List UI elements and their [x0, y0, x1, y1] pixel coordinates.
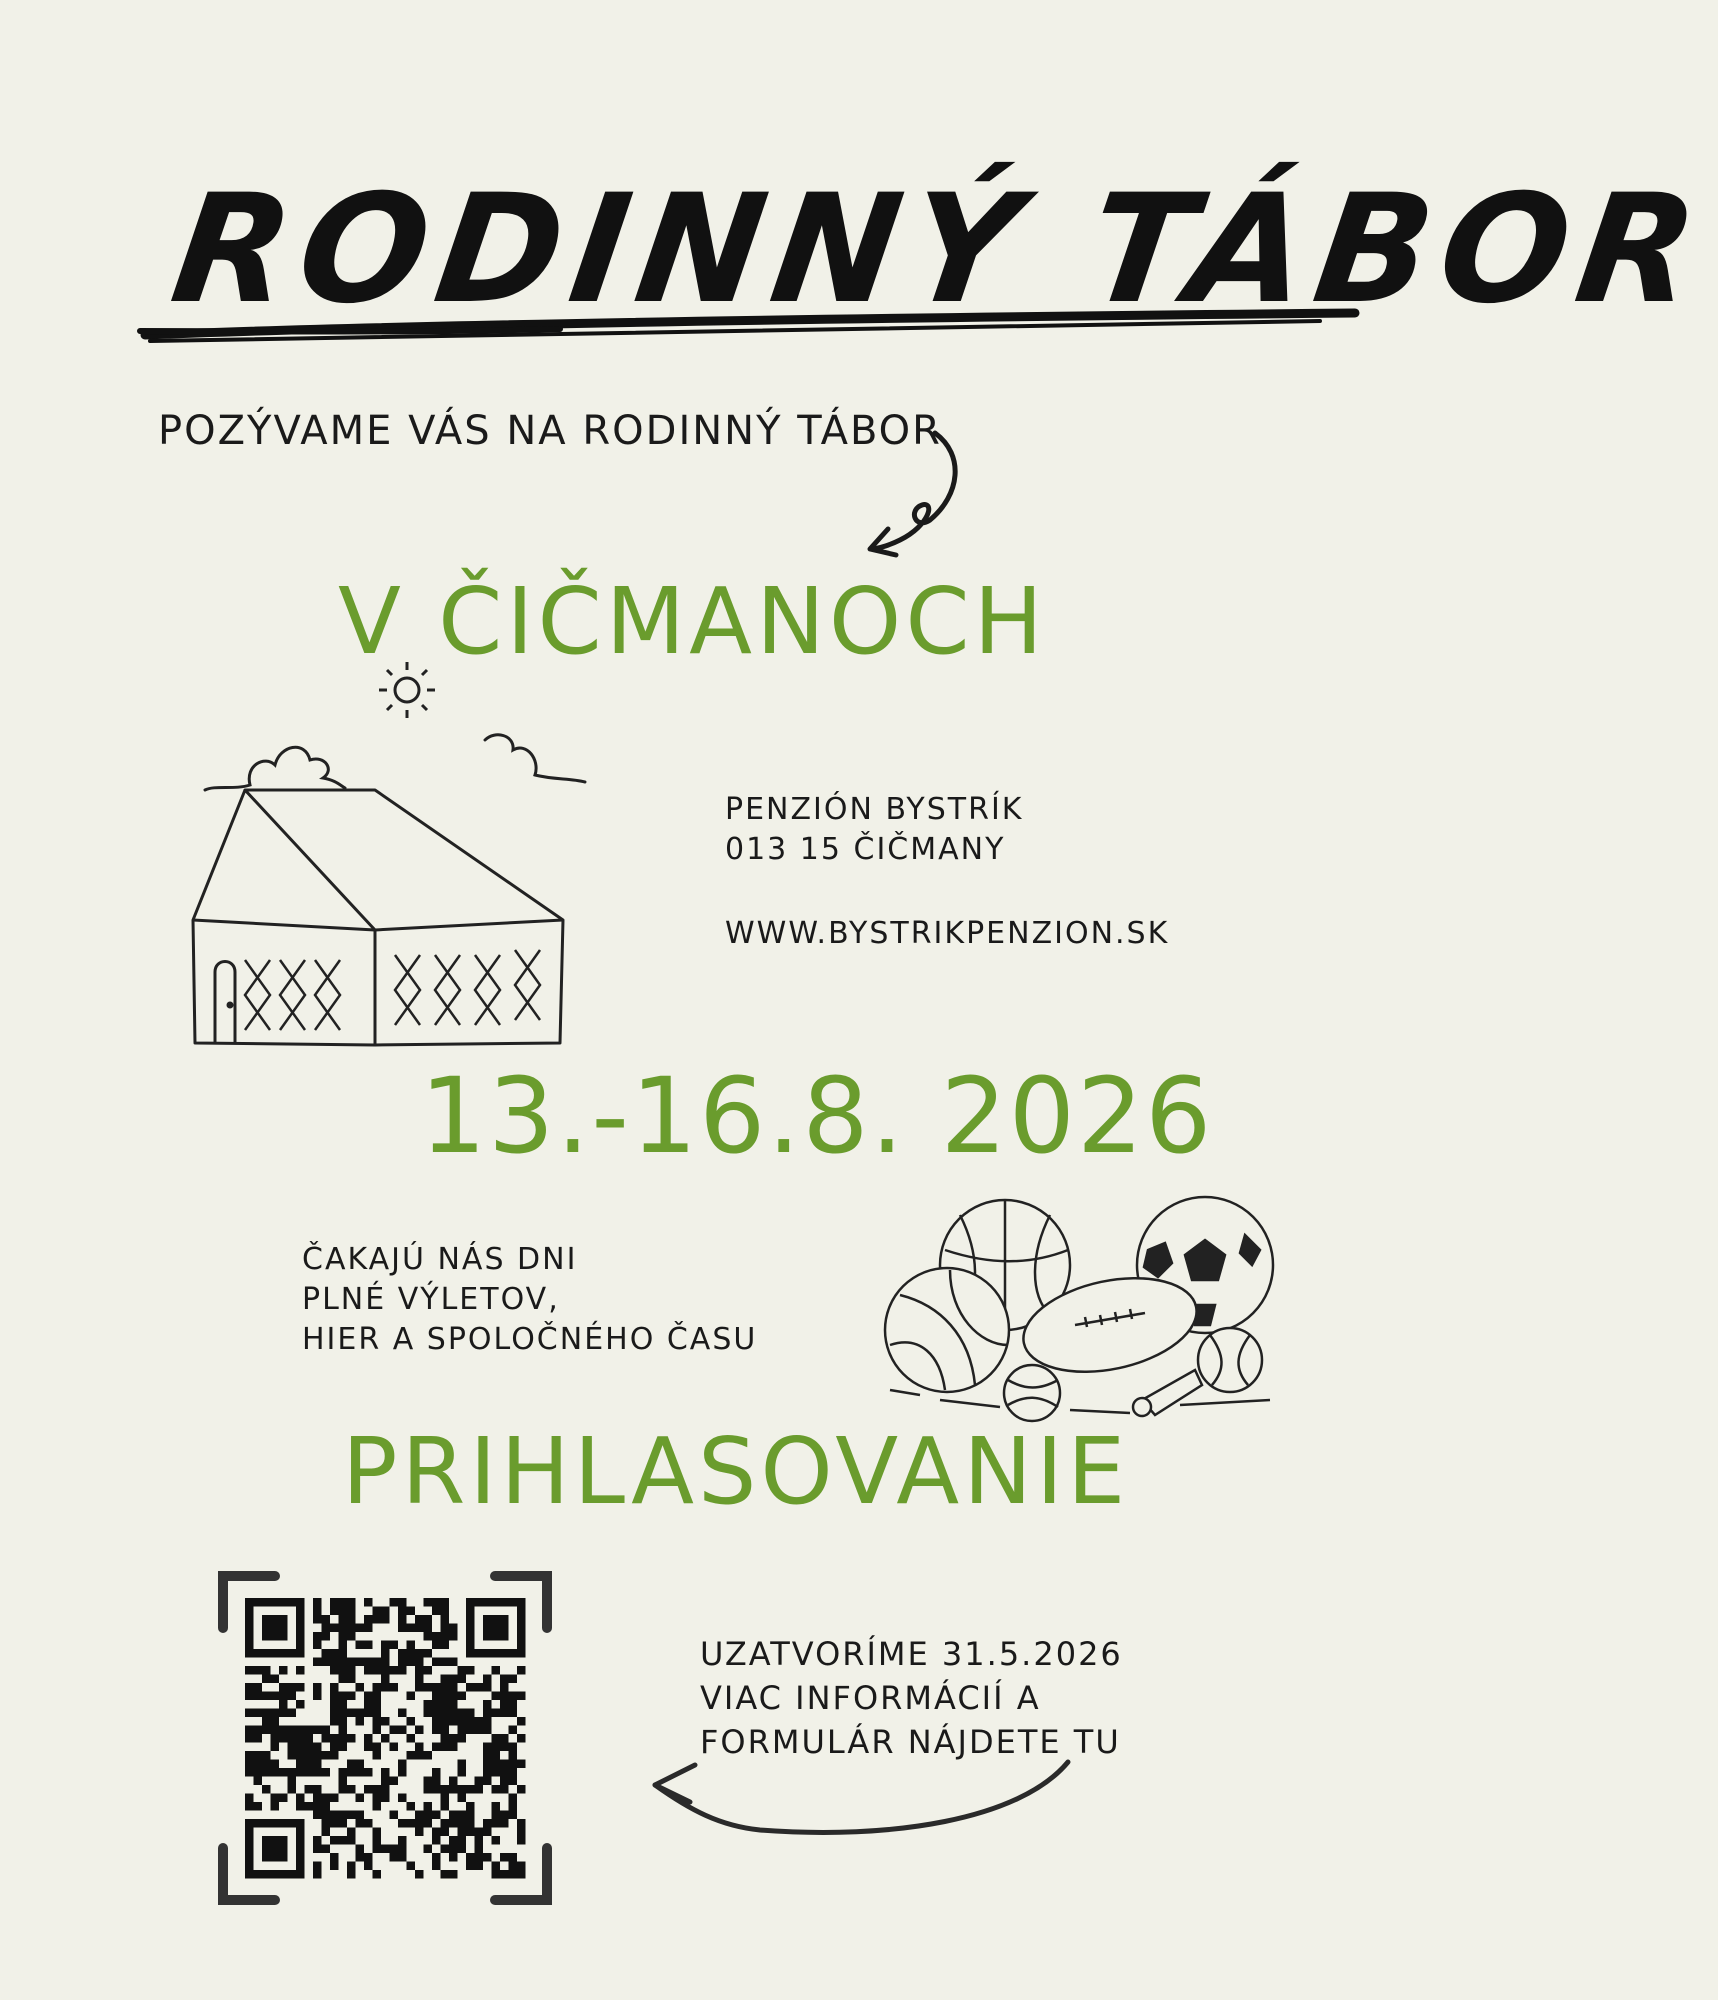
event-dates: 13.-16.8. 2026 [420, 1055, 1214, 1177]
sports-balls-icon [880, 1195, 1280, 1425]
address-line-1: PENZIÓN BYSTRÍK [725, 792, 1024, 827]
activities-text [302, 1240, 757, 1360]
activities-line-1: ČAKAJÚ NÁS DNI [302, 1242, 578, 1277]
registration-deadline: UZATVORÍME 31.5.2026 [700, 1635, 1123, 1673]
poster-title: RODINNÝ TÁBOR [162, 163, 1717, 337]
website-link[interactable]: WWW.BYSTRIKPENZION.SK [725, 916, 1170, 951]
registration-line-3: FORMULÁR NÁJDETE TU [700, 1723, 1121, 1761]
qr-code-icon[interactable] [215, 1568, 555, 1908]
house-icon [195, 650, 595, 1050]
curved-arrow-icon [640, 1740, 1080, 1850]
activities-line-2: PLNÉ VÝLETOV, [302, 1282, 560, 1317]
sun-icon [379, 662, 435, 718]
intro-text: POZÝVAME VÁS NA RODINNÝ TÁBOR [158, 408, 942, 454]
activities-line-3: HIER A SPOLOČNÉHO ČASU [302, 1322, 758, 1357]
location-heading: V ČIČMANOCH [338, 568, 1047, 675]
address-block [725, 790, 1169, 954]
registration-heading: PRIHLASOVANIE [342, 1418, 1130, 1525]
cloud-icon [205, 735, 585, 790]
address-line-2: 013 15 ČIČMANY [725, 832, 1006, 867]
curly-arrow-icon [860, 425, 970, 560]
registration-line-2: VIAC INFORMÁCIÍ A [700, 1679, 1041, 1717]
brush-underline-icon [140, 305, 1360, 350]
